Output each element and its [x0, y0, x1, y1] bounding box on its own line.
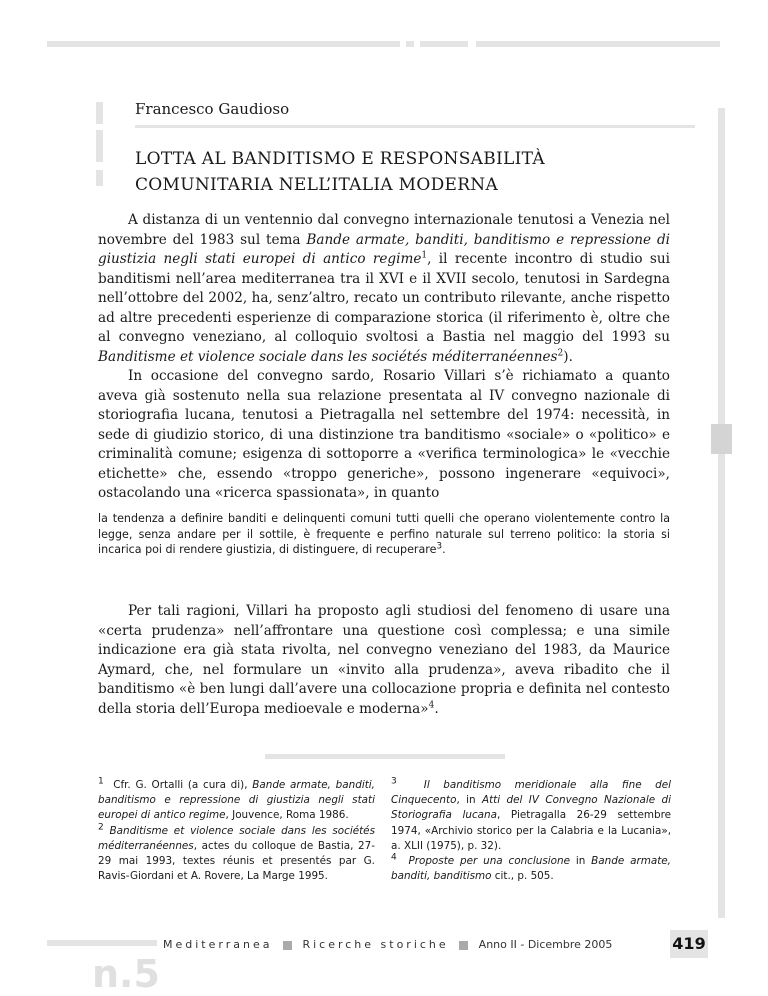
footnotes-column-left [98, 778, 375, 884]
footnote-ref-1: 1 [421, 250, 428, 261]
footnote-2-number: 2 [98, 822, 104, 833]
author-underline [135, 125, 695, 128]
footnote-4-text-b: in [570, 855, 592, 868]
footnote-2 [98, 824, 375, 885]
paragraph-2: In occasione del convegno sardo, Rosario Villari s’è richiamato a quanto aveva già sostenuto nella sua relazione presentata al IV convegno nazionale di storiografia lucana, tenutosi a Pietragalla nel settembre del 1974: necessità, in sede di giudizio storico, di una distinzione tra banditismo «sociale» o «politico» e criminalità comune; esigenza di sottoporre a «verifica terminologica» le «vecchie etichette» che, essendo «troppo generiche», possono ingenerare «equivoci», ostacolando una «ricerca spassionata», in quanto [98, 368, 670, 501]
paragraph-1-text-a: A distanza di un ventennio dal convegno internazionale tenutosi a Venezia nel novembre del 1983 sul tema [98, 212, 670, 248]
left-decorative-bar-2 [96, 130, 103, 162]
top-decorative-bar-left [47, 41, 400, 47]
footnote-4-title: Proposte per una conclusione [408, 855, 570, 868]
footer-separator-square-icon [459, 941, 468, 950]
body-text-continued [98, 602, 670, 719]
right-decorative-block [711, 424, 732, 454]
footnote-4-book-title: Bande armate, banditi, banditismo [391, 855, 671, 883]
footer-issue-info: Anno II - Dicembre 2005 [478, 938, 613, 951]
footnote-3-text-d: , Pietragalla 26-29 settembre 1974, «Archivio storico per la Calabria e la Lucania», a. XLII (1975), p. 32). [391, 809, 671, 852]
footnote-3-proceedings-title: Atti del IV Convegno Nazionale di Storiografia lucana [391, 794, 671, 822]
footnote-2-title: Banditisme et violence sociale dans les sociétés méditerranéennes [98, 824, 375, 852]
footnote-divider [265, 754, 505, 759]
paragraph-3-tail: . [434, 700, 439, 717]
author-name: Francesco Gaudioso [135, 100, 290, 118]
footnote-ref-2: 2 [557, 347, 564, 358]
page-number: 419 [670, 930, 708, 958]
right-decorative-bar [718, 108, 725, 918]
block-quote-text: la tendenza a definire banditi e delinquenti comuni tutti quelli che operano violentemente contro la legge, senza andare per il sottile, è frequente e perfino naturale sul terreno politico: la storia si incarica poi di rendere giustizia, di distinguere, di recuperare [98, 512, 670, 556]
footnote-1 [98, 778, 375, 824]
footnote-4-number: 4 [391, 852, 397, 863]
paragraph-3-text: Per tali ragioni, Villari ha proposto agli studiosi del fenomeno di usare una «certa prudenza» nell’affrontare una questione così complessa; e una simile indicazione era già stata rivolta, nel convegno veneziano del 1983, da Maurice Aymard, che, nel formulare un «invito alla prudenza», aveva ribadito che il banditismo «è ben lungi dall’avere una collocazione propria e definita nel contesto della storia dell’Europa medioevale e moderna» [98, 603, 670, 717]
footer-journal-name: Mediterranea [163, 938, 273, 951]
footnote-ref-4: 4 [428, 699, 435, 710]
paragraph-1-text-c: , il recente incontro di studio sui banditismi nell’area mediterranea tra il XVI e il XVII secolo, tenutosi in Sardegna nell’ottobre del 2002, ha, senz’altro, recato un contributo rilevante, anche rispetto ad altre precedenti esperienze di comparazione storica (il riferimento è, oltre che al convegno veneziano, al colloquio svoltosi a Bastia nel maggio del 1993 su [98, 251, 670, 345]
top-decorative-bar-right [420, 41, 468, 47]
footnote-3 [391, 778, 671, 854]
footnote-2-text-b: , actes du colloque de Bastia, 27-29 mai 1993, textes réunis et presentés par G. Ravis-Giordani et A. Rovere, La Marge 1995. [98, 839, 375, 883]
body-text [98, 211, 670, 504]
left-decorative-bar-1 [96, 102, 103, 124]
page-footer [163, 938, 703, 951]
footnote-1-title: Bande armate, banditi, banditismo e repressione di giustizia negli stati europei di antico regime [98, 779, 375, 822]
issue-mark: n.5 [92, 952, 160, 996]
bottom-decorative-bar [47, 940, 157, 946]
footnote-4-text-d: cit., p. 505. [491, 870, 554, 883]
footnote-1-text-c: , Jouvence, Roma 1986. [225, 809, 349, 822]
block-quote-tail: . [442, 543, 446, 556]
footnote-3-text-b: , in [456, 794, 482, 807]
footnote-1-number: 1 [98, 776, 104, 787]
footnote-3-number: 3 [391, 776, 397, 787]
footnote-4 [391, 854, 671, 884]
footnotes-column-right [391, 778, 671, 884]
footer-separator-square-icon [283, 941, 292, 950]
colloquium-title-bastia: Banditisme et violence sociale dans les sociétés méditerranéennes [98, 348, 558, 365]
top-decorative-bar-mid [406, 41, 414, 47]
top-decorative-bar-far-right [476, 41, 720, 47]
left-decorative-bar-3 [96, 170, 103, 186]
footnote-ref-3: 3 [436, 541, 443, 552]
footnote-3-title: Il banditismo meridionale alla fine del Cinquecento [391, 779, 671, 807]
block-quote [98, 511, 670, 558]
conference-title-venice: Bande armate, banditi, banditismo e repressione di giustizia negli stati europei di antico regime [98, 231, 670, 267]
footer-section-name: Ricerche storiche [302, 938, 449, 951]
article-title-line-2: COMUNITARIA NELL’ITALIA MODERNA [135, 175, 499, 195]
article-title-line-1: LOTTA AL BANDITISMO E RESPONSABILITÀ [135, 149, 545, 169]
article-title [135, 146, 695, 198]
paragraph-1 [98, 211, 670, 367]
footnote-1-text-a: Cfr. G. Ortalli (a cura di), [113, 779, 253, 791]
paragraph-3 [98, 602, 670, 719]
paragraph-1-text-e: ). [563, 348, 573, 365]
